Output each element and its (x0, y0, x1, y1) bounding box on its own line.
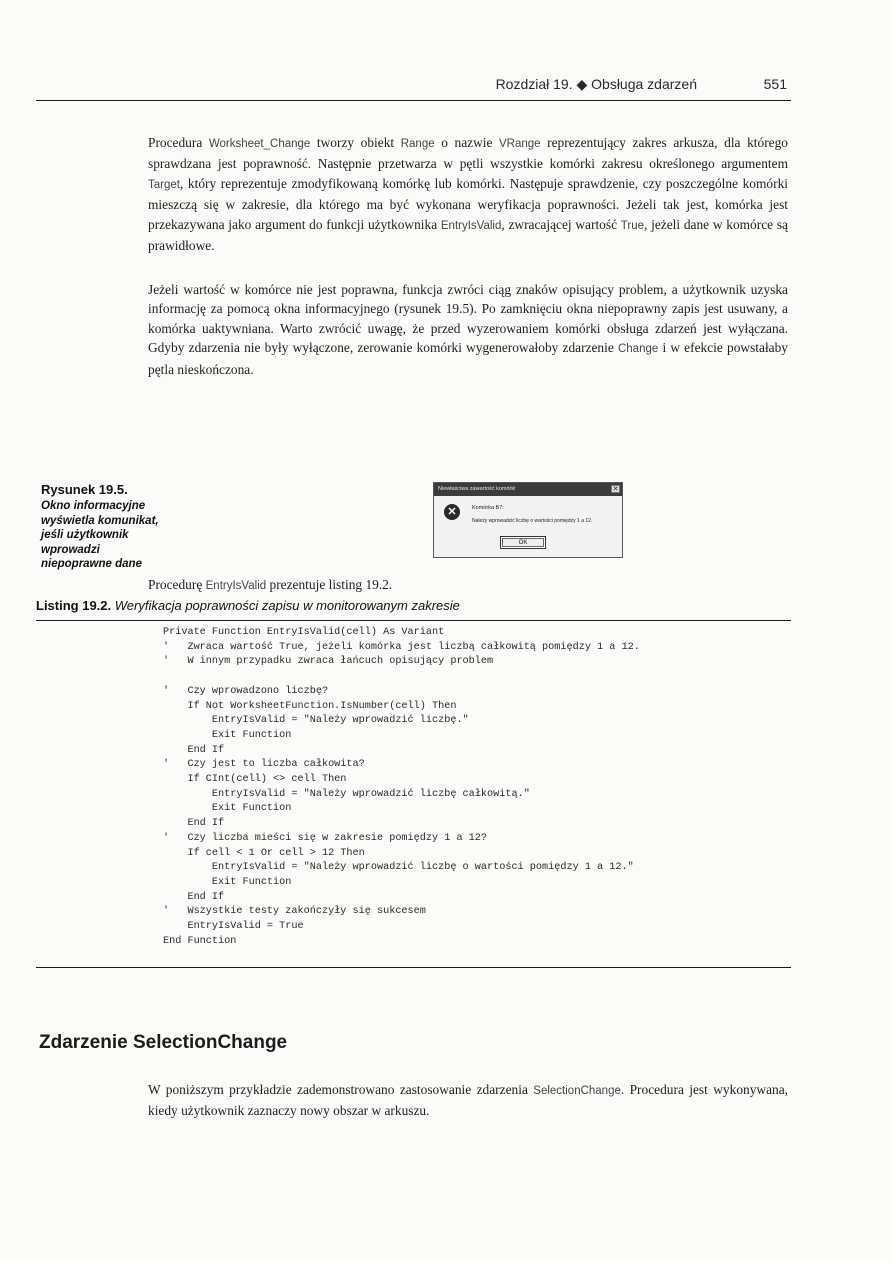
text-run: W poniższym przykładzie zademonstrowano zastosowanie zdarzenia (148, 1082, 534, 1097)
dialog-title: Niewłaściwa zawartość komórki (438, 486, 516, 492)
listing-divider (36, 967, 791, 968)
chapter-title: Rozdział 19. ◆ Obsługa zdarzeń (495, 76, 697, 92)
text-run: Procedura (148, 135, 209, 150)
listing-title: Weryfikacja poprawności zapisu w monitorowanym zakresie (114, 598, 460, 613)
listing-header (36, 598, 791, 621)
inline-code: Change (617, 343, 659, 356)
page-number: 551 (763, 76, 787, 92)
text-run: , zwracającej wartość (501, 216, 621, 232)
inline-code: Range (400, 138, 435, 150)
figure-caption-text: Okno informacyjne wyświetla komunikat, jeśli użytkownik wprowadzi niepoprawne dane (41, 500, 159, 570)
paragraph-invalid-value (148, 280, 788, 379)
text-run: reprezentujący zakres arkusza, dla którego sprawdzana jest poprawność. Następnie przetwarza w pętli wszystkie komórki zakresu określonego argumentem (148, 135, 788, 172)
figure-label: Rysunek 19.5. (41, 482, 128, 497)
text-run: , który reprezentuje zmodyfikowaną komórkę lub komórki. Następuje sprawdzenie, czy poszczególne komórki mieszczą się w zakresie, dla którego ma być wykonana weryfikacja poprawności. Jeżeli tak jest, komórka jest przekazywana jako argument do funkcji użytkownika (148, 175, 788, 232)
text-run: Procedurę (148, 577, 206, 592)
text-run: prezentuje listing 19.2. (266, 577, 393, 592)
inline-code: True (620, 219, 645, 232)
message-box-screenshot (433, 482, 623, 558)
running-header (36, 56, 791, 101)
inline-code: Target (148, 178, 180, 191)
text-run: i w efekcie powstałaby pętla nieskończona. (148, 340, 788, 377)
text-run: , jeżeli dane w komórce są prawidłowe. (148, 216, 788, 254)
inline-code: EntryIsValid (440, 219, 502, 232)
listing-label: Listing 19.2. (36, 598, 112, 613)
paragraph-listing-intro (148, 575, 788, 596)
code-listing: Private Function EntryIsValid(cell) As Variant ' Zwraca wartość True, jeżeli komórka jest liczbą całkowitą pomiędzy 1 a 12. ' W innym przypadku zwraca łańcuch opisujący problem ' Czy wprowadzono liczbę? If Not WorksheetFunction.IsNumber(cell) Then EntryIsValid = "Należy wprowadzić liczbę." Exit Function End If ' Czy jest to liczba całkowita? If CInt(cell) <> cell Then EntryIsValid = "Należy wprowadzić liczbę całkowitą." Exit Function End If ' Czy liczba mieści się w zakresie pomiędzy 1 a 12? If cell < 1 Or cell > 12 Then EntryIsValid = "Należy wprowadzić liczbę o wartości pomiędzy 1 a 12." Exit Function End If ' Wszystkie testy zakończyły się sukcesem EntryIsValid = True End Function (163, 627, 640, 947)
close-icon: ✕ (612, 486, 619, 493)
inline-code: EntryIsValid (205, 580, 267, 592)
dialog-message-text: Należy wprowadzić liczbę o wartości pomiędzy 1 a 12. (472, 518, 593, 524)
figure-caption (41, 482, 171, 572)
error-icon: ✕ (444, 504, 460, 520)
section-heading: Zdarzenie SelectionChange (39, 1032, 288, 1053)
paragraph-selection-change (148, 1080, 788, 1121)
paragraph-worksheet-change (148, 133, 788, 255)
dialog-message-cell: Komórka B7: (472, 505, 504, 511)
text-run: . Procedura jest wykonywana, kiedy użytkownik zaznaczy nowy obszar w arkuszu. (148, 1082, 788, 1119)
text-run: tworzy obiekt (310, 135, 401, 150)
inline-code: Worksheet_Change (208, 138, 311, 150)
inline-code: VRange (499, 138, 541, 150)
text-run: Jeżeli wartość w komórce nie jest poprawna, funkcja zwróci ciąg znaków opisujący problem, a użytkownik uzyska informację za pomocą okna informacyjnego (rysunek 19.5). Po zamknięciu okna niepoprawny zapis jest usuwany, a komórka uaktywniana. Warto zwrócić uwagę, że przed wyzerowaniem komórki obsługa zdarzeń jest wyłączana. Gdyby zdarzenia nie były wyłączone, zerowanie komórki wygenerowałoby zdarzenie (148, 282, 788, 356)
inline-code: SelectionChange (533, 1085, 621, 1097)
text-run: o nazwie (434, 135, 499, 150)
dialog-titlebar (434, 483, 622, 496)
ok-button: OK (500, 536, 546, 549)
